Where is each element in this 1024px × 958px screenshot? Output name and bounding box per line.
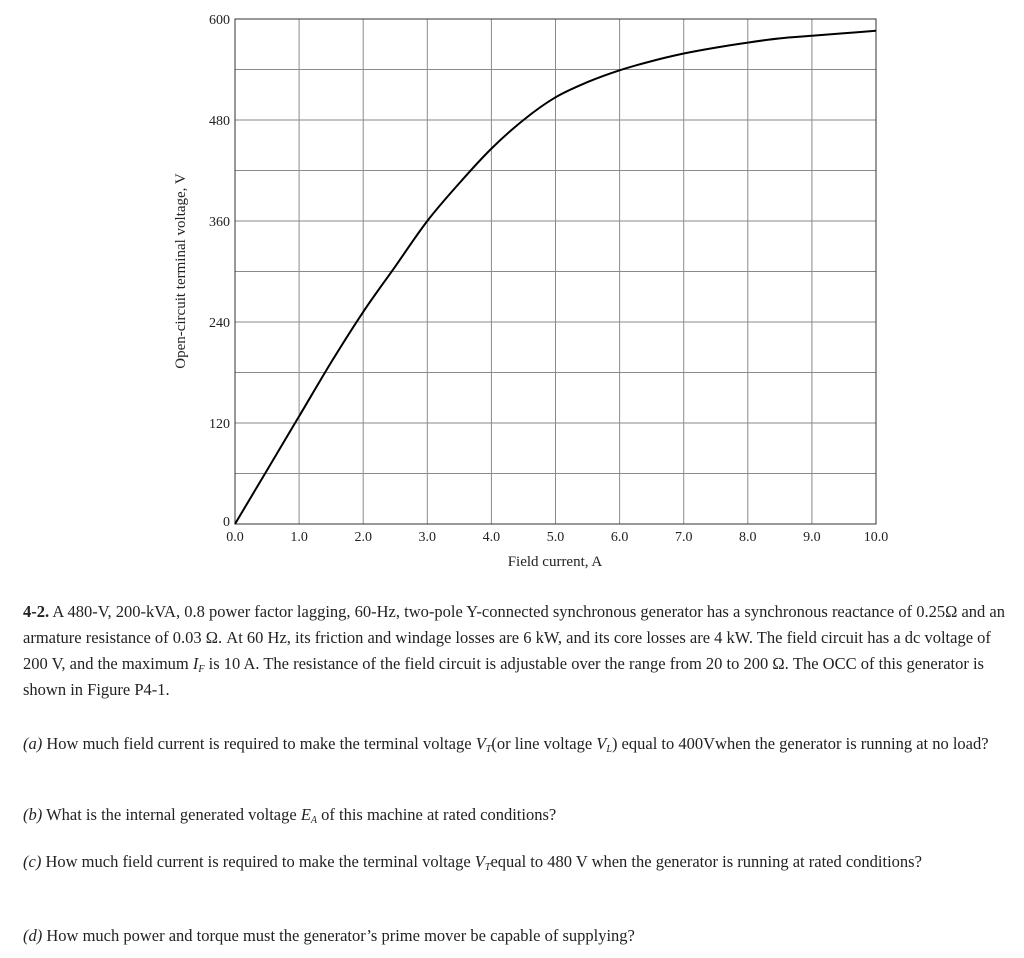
question-c-label: (c) [23, 852, 42, 871]
question-a-label: (a) [23, 734, 43, 753]
x-tick-label: 2.0 [354, 530, 372, 545]
question-d: (d) How much power and torque must the generator’s prime mover be capable of supplying? [23, 926, 635, 945]
y-tick-label: 120 [209, 417, 230, 432]
y-axis-tick-labels [209, 13, 230, 530]
problem-statement: 4-2. A 480-V, 200-kVA, 0.8 power factor lagging, 60-Hz, two-pole Y-connected synchronous generator has a synchronous reactance of 0.25Ω and an armature resistance of 0.03 Ω. At 60 Hz, its friction and windage losses are 6 kW, and its core losses are 4 kW. The field circuit has a dc voltage of 200 V, and the maximum $I_F$ is 10 A. The resistance of the field circuit is adjustable over the range from 20 to 200 Ω. The OCC of this generator is shown in Figure P4-1. [23, 602, 1005, 699]
x-tick-label: 6.0 [610, 530, 629, 545]
question-c: (c) How much field current is required to make the terminal voltage $V_Tequal$ to 480 V when the generator is running at rated conditions? [23, 852, 922, 873]
y-tick-label: 0 [223, 515, 230, 530]
x-tick-label: 4.0 [482, 530, 501, 545]
x-tick-label: 1.0 [290, 530, 308, 545]
x-tick-label: 0.0 [226, 530, 244, 545]
x-axis-label: Field current, A [507, 554, 603, 570]
x-tick-label: 8.0 [739, 530, 757, 545]
grid-lines [235, 19, 876, 524]
y-axis-label: Open-circuit terminal voltage, V [173, 173, 189, 369]
y-tick-label: 480 [209, 114, 230, 129]
x-tick-label: 5.0 [546, 530, 565, 545]
x-tick-label: 3.0 [418, 530, 437, 545]
question-d-label: (d) [23, 926, 43, 945]
x-axis-tick-labels [226, 530, 888, 545]
question-b-label: (b) [23, 805, 43, 824]
question-a: (a) How much field current is required to make the terminal voltage $V_T(or$ line voltage $V_L$) equal to 400Vwhen the generator is running at no load? [23, 734, 989, 755]
x-tick-label: 10.0 [863, 530, 889, 545]
y-tick-label: 360 [209, 215, 230, 230]
question-b: (b) What is the internal generated voltage $E_A$ of this machine at rated conditions? [23, 805, 557, 826]
y-tick-label: 240 [209, 316, 230, 331]
problem-number: 4-2. [23, 602, 50, 621]
x-tick-label: 9.0 [803, 530, 821, 545]
y-tick-label: 600 [209, 13, 230, 28]
x-tick-label: 7.0 [674, 530, 693, 545]
